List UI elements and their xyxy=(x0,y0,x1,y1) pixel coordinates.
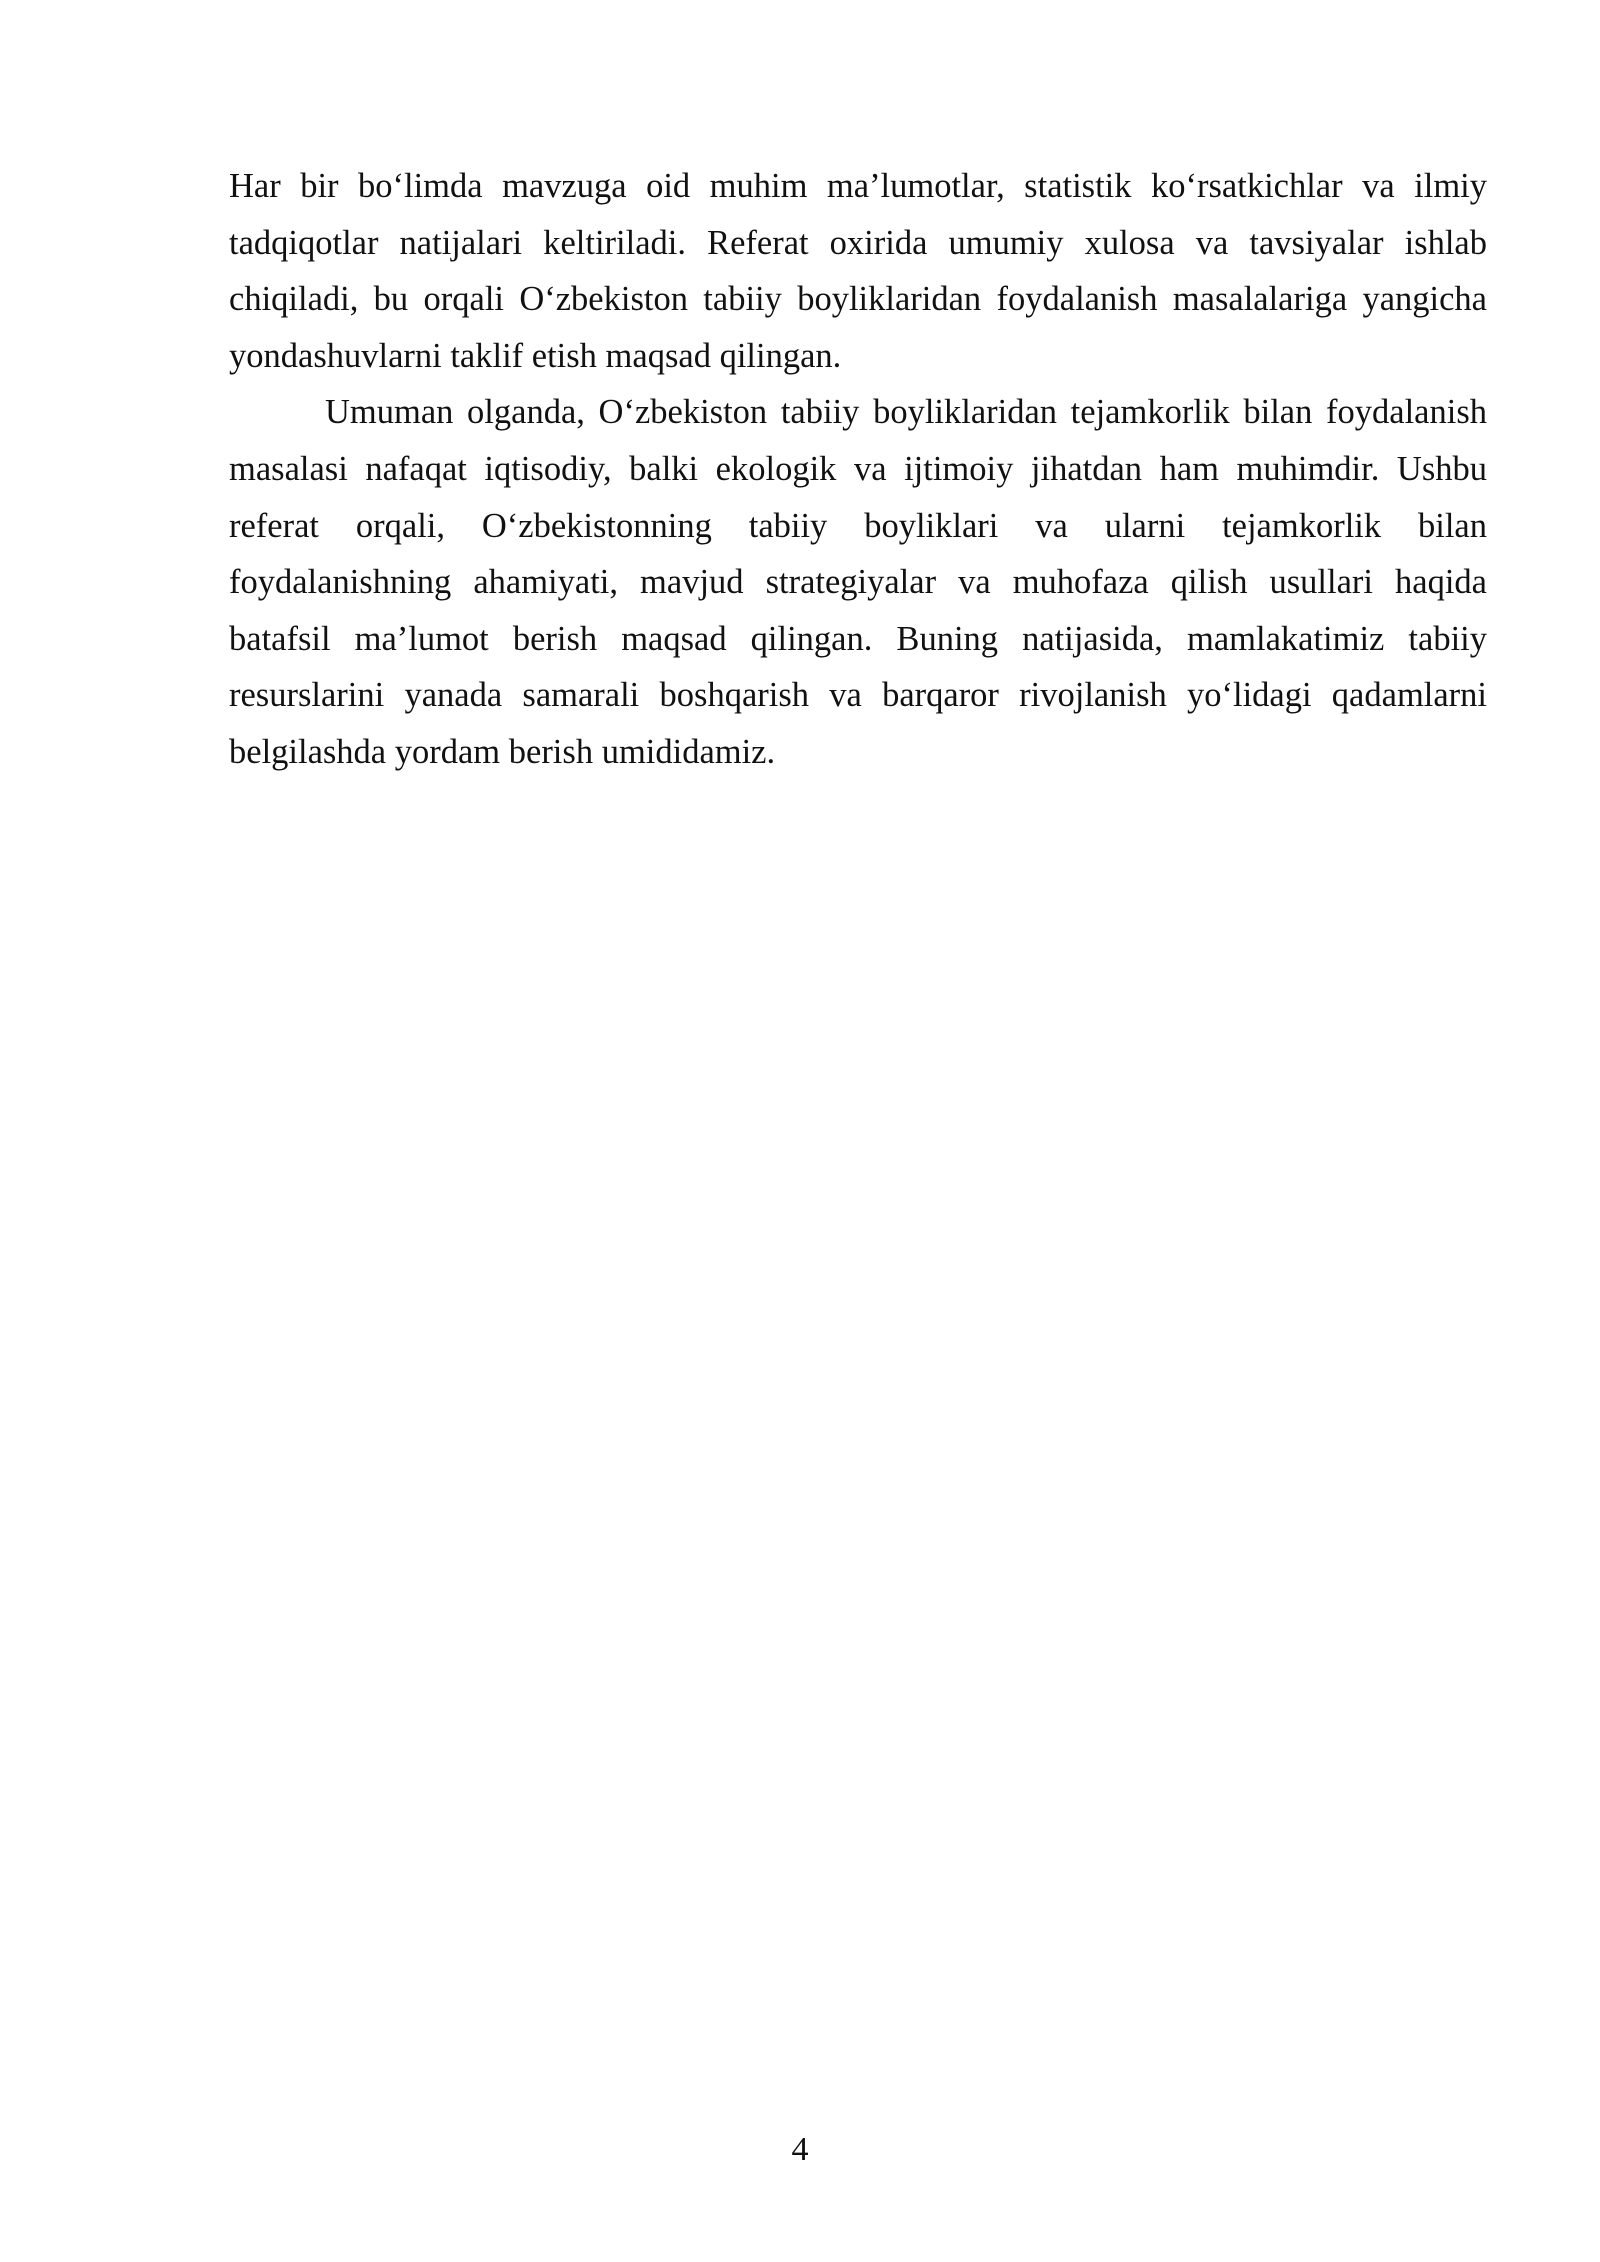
paragraph-1: Har bir bo‘limda mavzuga oid muhim ma’lumotlar, statistik ko‘rsatkichlar va ilmiy tadqiqotlar natijalari keltiriladi. Referat oxirida umumiy xulosa va tavsiyalar ishlab chiqiladi, bu orqali O‘zbekiston tabiiy boyliklaridan foydalanish masalalariga yangicha yondashuvlarni taklif etish maqsad qilingan. xyxy=(229,167,1487,375)
body-text xyxy=(229,158,1487,781)
paragraph-2: Umuman olganda, O‘zbekiston tabiiy boyliklaridan tejamkorlik bilan foydalanish masalasi nafaqat iqtisodiy, balki ekologik va ijtimoiy jihatdan ham muhimdir. Ushbu referat orqali, O‘zbekistonning tabiiy boyliklari va ularni tejamkorlik bilan foydalanishning ahamiyati, mavjud strategiyalar va muhofaza qilish usullari haqida batafsil ma’lumot berish maqsad qilingan. Buning natijasida, mamlakatimiz tabiiy resurslarini yanada samarali boshqarish va barqaror rivojlanish yo‘lidagi qadamlarni belgilashda yordam berish umididamiz. xyxy=(229,393,1487,771)
page-number: 4 xyxy=(791,2131,809,2168)
